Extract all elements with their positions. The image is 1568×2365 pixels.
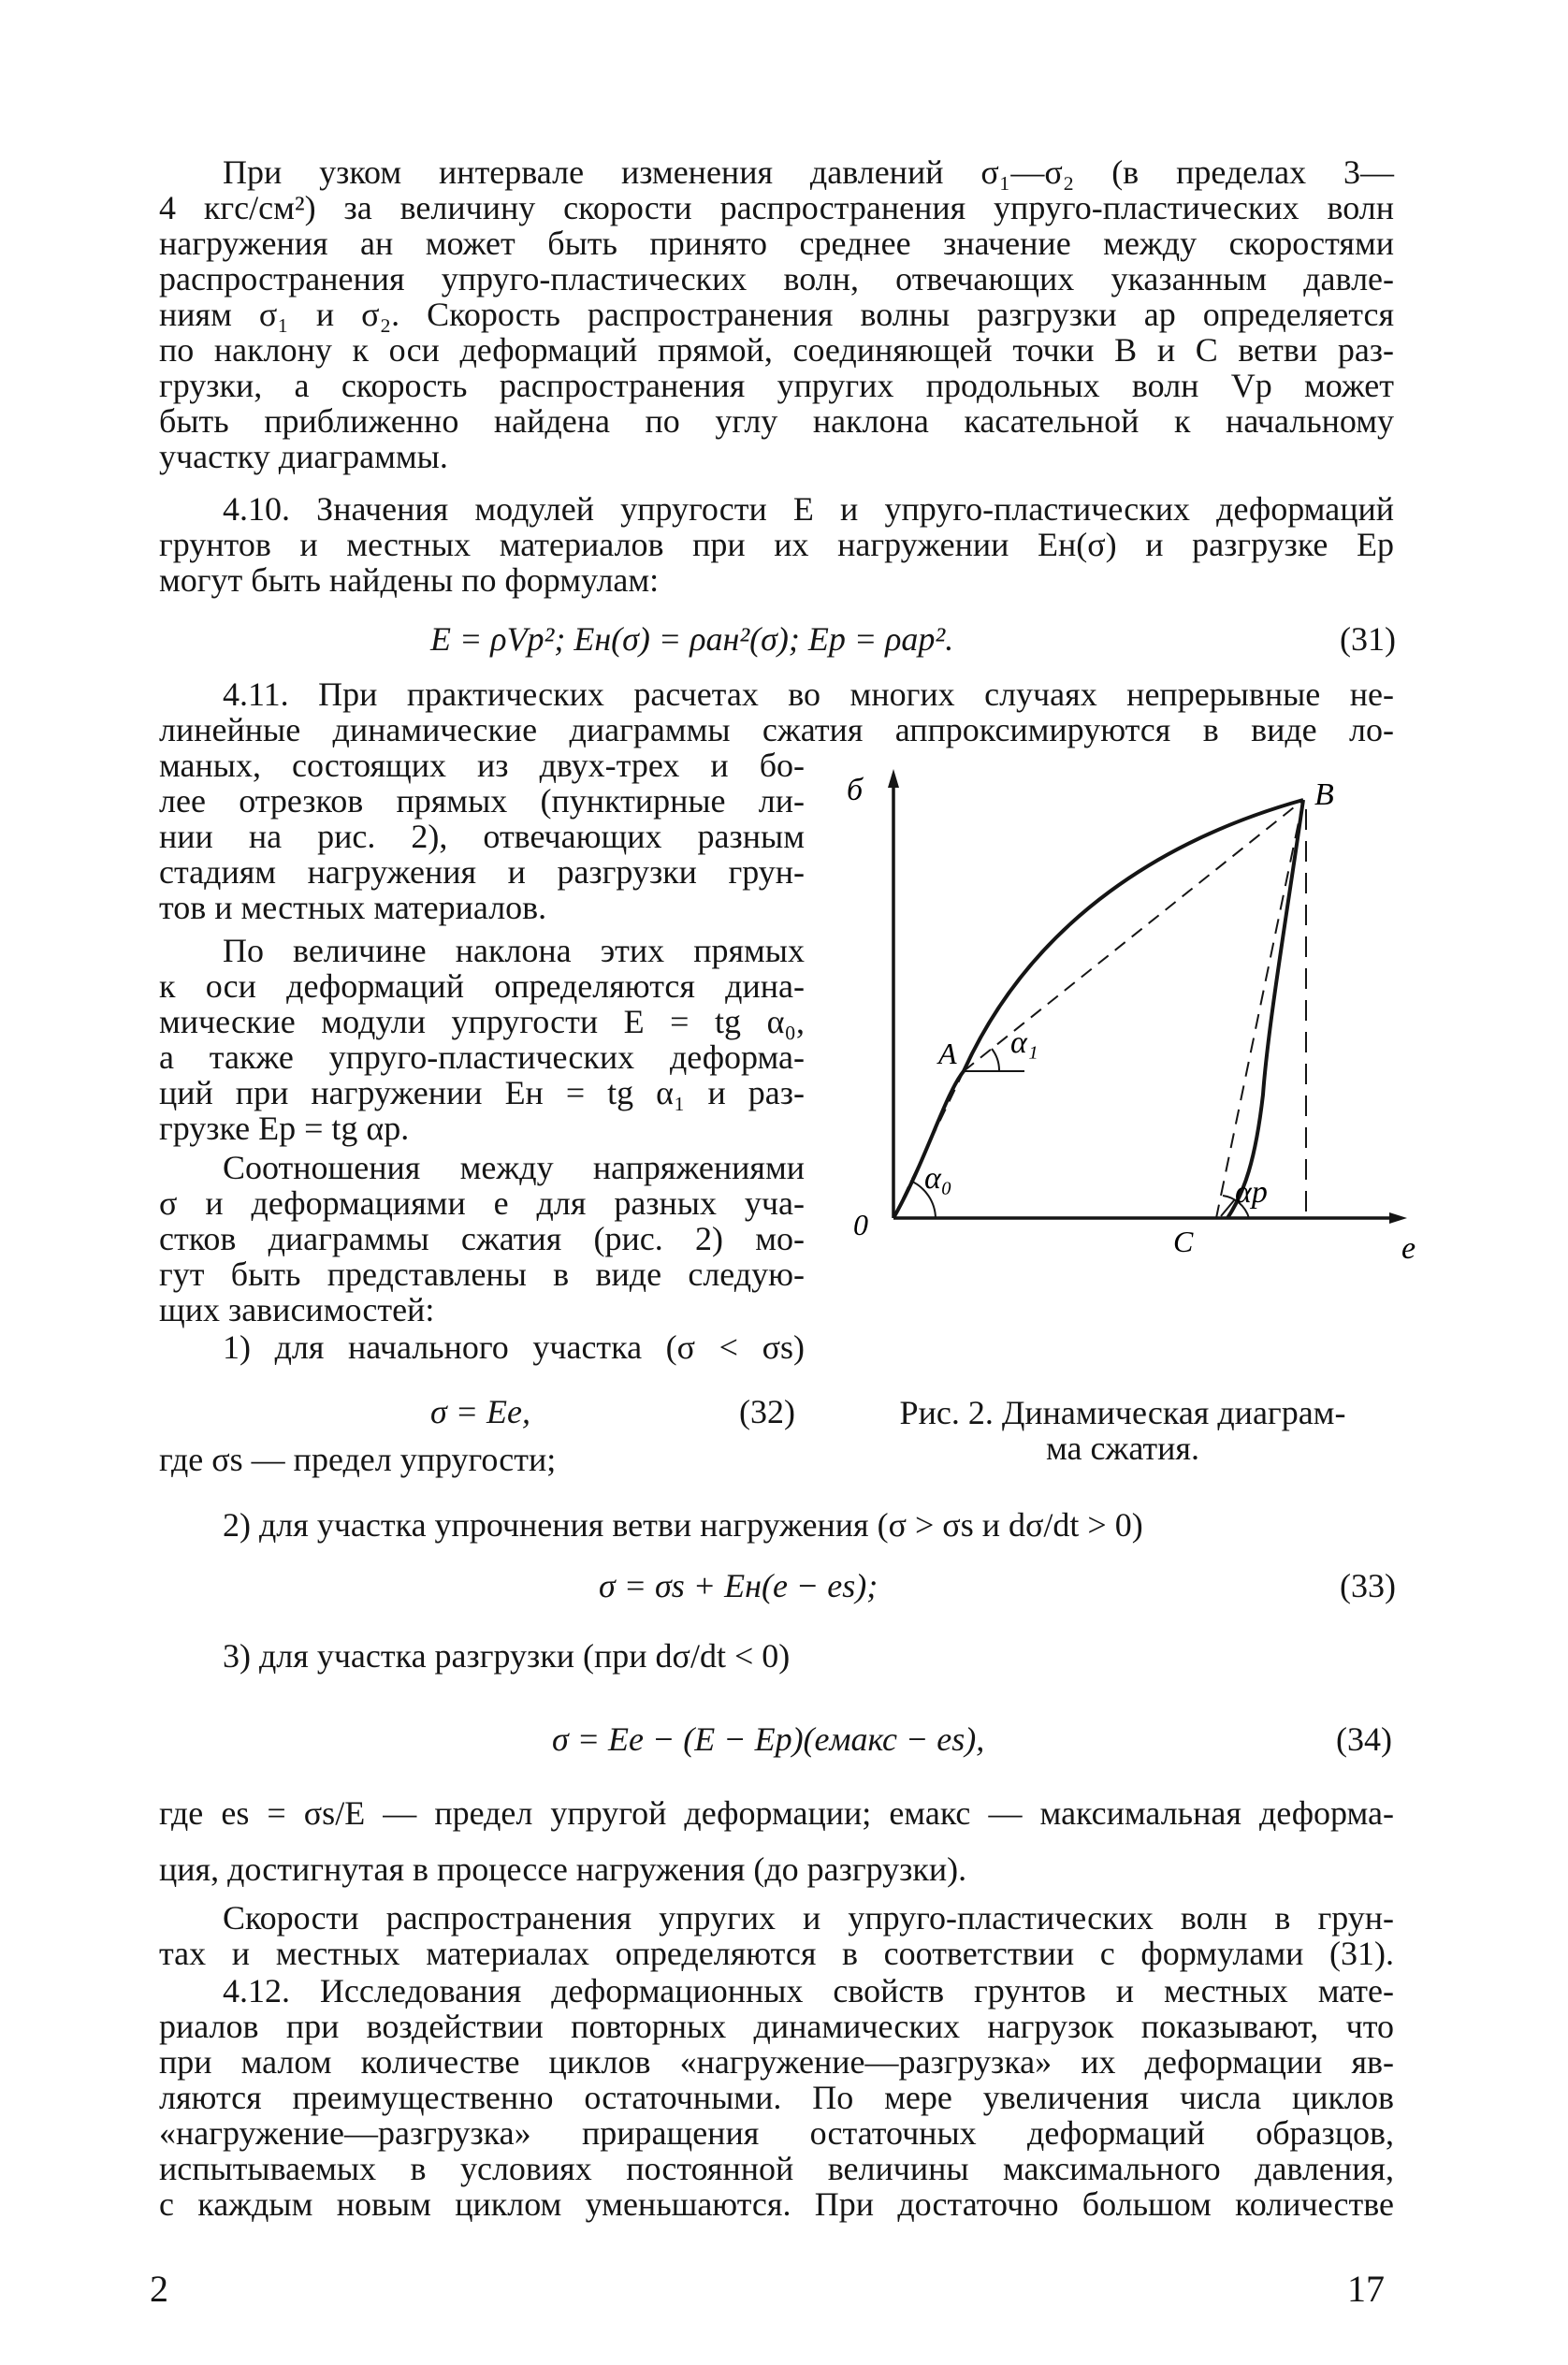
text-line: 4.11. При практических расчетах во многих случаях непрерывные не- [223,675,1394,713]
text-line: стадиям нагружения и разгрузки грун- [159,853,805,891]
text-line: ниям σ₁ и σ₂. Скорость распространения волны разгрузки aр определяется [159,296,1394,333]
figure-caption-line-2: ма сжатия. [1046,1429,1199,1467]
text-line: σ и деформациями e для разных уча- [159,1184,805,1222]
text-line: «нагружение—разгрузка» приращения остаточных деформаций образцов, [159,2114,1394,2152]
text-line: маных, состоящих из двух-трех и бо- [159,747,805,784]
text-line: где σs — предел упругости; [159,1441,557,1478]
page-number-right: 17 [1347,2268,1385,2310]
text-line: могут быть найдены по формулам: [159,561,660,599]
text-line: мические модули упругости E = tg α₀, [159,1003,805,1040]
text-line: ция, достигнутая в процессе нагружения (до разгрузки). [159,1850,967,1888]
unloading-curve [1227,800,1303,1218]
text-line: ляются преимущественно остаточными. По мере увеличения числа циклов [159,2079,1394,2116]
text-line: щих зависимостей: [159,1291,435,1328]
text-line: грузке Eр = tg αр. [159,1110,410,1147]
formula-32: σ = Ee, [430,1393,531,1430]
formula-33-number: (33) [1340,1567,1396,1604]
label-point-a: A [938,1037,957,1070]
label-y-axis: б [847,773,864,807]
text-line: нагружения aн может быть принято среднее значение между скоростями [159,225,1394,262]
text-line: 3) для участка разгрузки (при dσ/dt < 0) [223,1637,791,1675]
page-number-left: 2 [150,2268,168,2310]
text-line: к оси деформаций определяются дина- [159,967,805,1005]
label-point-c: C [1173,1225,1194,1258]
text-line: грузки, а скорость распространения упругих продольных волн Vр может [159,367,1394,404]
formula-32-number: (32) [739,1393,795,1430]
text-line: стков диаграммы сжатия (рис. 2) мо- [159,1220,805,1257]
text-line: участку диаграммы. [159,438,448,475]
text-line: 4.12. Исследования деформационных свойств грунтов и местных мате- [223,1972,1394,2010]
text-line: 4 кгс/см²) за величину скорости распространения упруго-пластических волн [159,189,1394,226]
text-line: линейные динамические диаграммы сжатия аппроксимируются в виде ло- [159,711,1394,748]
text-line: 1) для начального участка (σ < σs) [223,1328,805,1366]
formula-34-number: (34) [1336,1720,1392,1758]
text-line: 2) для участка упрочнения ветви нагружения (σ > σs и dσ/dt > 0) [223,1506,1143,1544]
compression-diagram [823,748,1422,1291]
text-line: тов и местных материалов. [159,889,547,926]
angle-alpha1-arc [992,1049,999,1071]
text-line: тах и местных материалах определяются в соответствии с формулами (31). [159,1935,1394,1972]
formula-33: σ = σs + Eн(e − es); [599,1567,878,1604]
text-line: При узком интервале изменения давлений σ₁—σ₂ (в пределах 3— [223,153,1394,191]
x-axis-arrow-icon [1389,1212,1407,1224]
label-origin: 0 [853,1208,868,1241]
text-line: 4.10. Значения модулей упругости E и упруго-пластических деформаций [223,490,1394,528]
loading-curve [893,800,1303,1218]
y-axis-arrow-icon [888,769,899,788]
text-line: лее отрезков прямых (пунктирные ли- [159,782,805,820]
text-line: риалов при воздействии повторных динамических нагрузок показывают, что [159,2008,1394,2045]
text-line: По величине наклона этих прямых [223,932,805,969]
text-line: по наклону к оси деформаций прямой, соединяющей точки B и C ветви раз- [159,331,1394,369]
formula-34: σ = Ee − (E − Eр)(eмакс − es), [552,1720,985,1758]
text-line: где es = σs/E — предел упругой деформации; eмакс — максимальная деформа- [159,1794,1394,1832]
dashed-segment-bc [1216,800,1303,1218]
text-line: быть приближенно найдена по углу наклона касательной к начальному [159,402,1394,440]
label-alpha0: α₀ [924,1161,952,1196]
text-line: испытываемых в условиях постоянной величины максимального давления, [159,2150,1394,2187]
label-alphap: αр [1235,1175,1268,1210]
text-line: распространения упруго-пластических волн, отвечающих указанным давле- [159,260,1394,297]
formula-31: E = ρVр²; Eн(σ) = ρaн²(σ); Eр = ρaр². [430,620,954,658]
text-line: Скорости распространения упругих и упруго-пластических волн в грун- [223,1899,1394,1937]
text-line: а также упруго-пластических деформа- [159,1038,805,1076]
text-line: Соотношения между напряжениями [223,1149,805,1186]
text-line: гут быть представлены в виде следую- [159,1255,805,1293]
label-x-axis: e [1401,1231,1416,1266]
formula-31-number: (31) [1340,620,1396,658]
text-line: нии на рис. 2), отвечающих разным [159,818,805,855]
figure-caption-line-1: Рис. 2. Динамическая диаграм- [899,1394,1346,1431]
label-alpha1: α₁ [1010,1025,1038,1060]
text-line: с каждым новым циклом уменьшаются. При достаточно большом количестве [159,2185,1394,2223]
text-line: при малом количестве циклов «нагружение—разгрузка» их деформации яв- [159,2043,1394,2081]
text-line: грунтов и местных материалов при их нагружении Eн(σ) и разгрузке Eр [159,526,1394,563]
label-point-b: B [1314,777,1334,812]
text-line: ций при нагружении Eн = tg α₁ и раз- [159,1074,805,1111]
